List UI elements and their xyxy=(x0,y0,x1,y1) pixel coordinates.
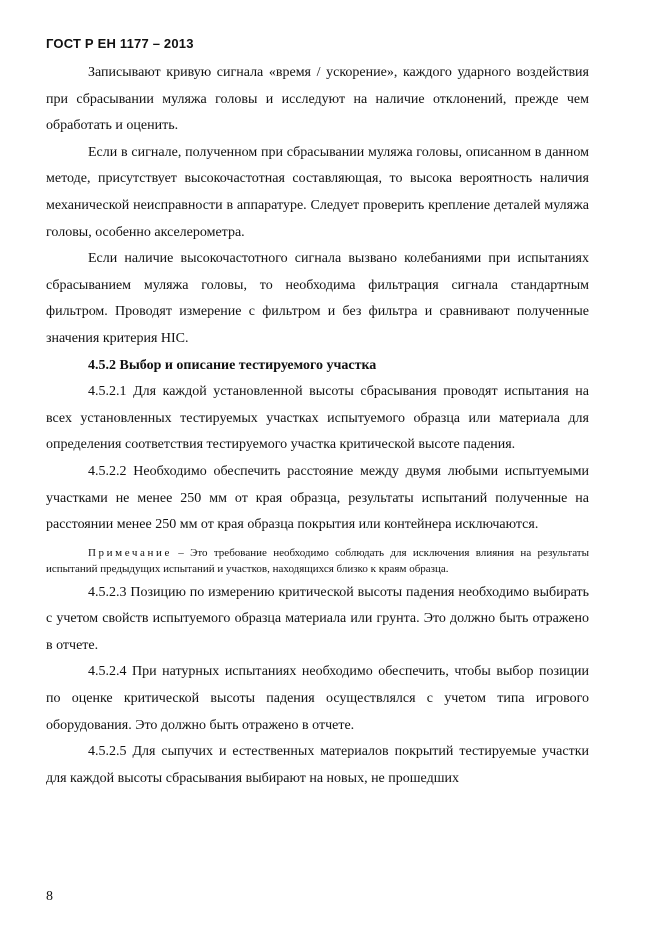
clause-4-5-2-1: 4.5.2.1 Для каждой установленной высоты сбрасывания проводят испытания на всех установленных тестируемых участках испытуемого образца или материала для определения соответствия тестируемого участка критической высоте падения. xyxy=(46,384,589,453)
clause-4-5-2-2: 4.5.2.2 Необходимо обеспечить расстояние между двумя любыми испытуемыми участками не менее 250 мм от края образца, результаты испытаний полученные на расстоянии менее 250 мм от края образца покрытия или контейнера исключаются. xyxy=(46,463,589,533)
clause-4-5-2-5: 4.5.2.5 Для сыпучих и естественных материалов покрытий тестируемые участки для каждой высоты сбрасывания выбирают на новых, не прошедших xyxy=(46,744,589,786)
standard-designation: ГОСТ Р ЕН 1177 – 2013 xyxy=(46,36,194,51)
page-number: 8 xyxy=(46,889,53,904)
paragraph-signal-curve: Записывают кривую сигнала «время / ускорение», каждого ударного воздействия при сбрасывании муляжа головы и исследуют на наличие отклонений, прежде чем обработать и оценить. xyxy=(46,65,589,134)
note xyxy=(46,545,589,578)
clause-4-5-2-3: 4.5.2.3 Позицию по измерению критической высоты падения необходимо выбирать с учетом свойств испытуемого образца материала или грунта. Это должно быть отражено в отчете. xyxy=(46,584,589,653)
note-text: – Это требование необходимо соблюдать для исключения влияния на результаты испытаний предыдущих испытаний и участков, находящихся близко к краям образца. xyxy=(46,546,589,576)
section-heading: 4.5.2 Выбор и описание тестируемого участка xyxy=(88,357,377,373)
clause-4-5-2-4: 4.5.2.4 При натурных испытаниях необходимо обеспечить, чтобы выбор позиции по оценке критической высоты падения осуществлялся с учетом типа игрового оборудования. Это должно быть отражено в отчете. xyxy=(46,664,589,733)
page-body xyxy=(46,60,589,792)
note-label: Примечание xyxy=(88,546,172,559)
paragraph-filtering: Если наличие высокочастотного сигнала вызвано колебаниями при испытаниях сбрасыванием муляжа головы, то необходима фильтрация сигнала стандартным фильтром. Проводят измерение с фильтром и без фильтра и сравнивают полученные значения критерия HIC. xyxy=(46,251,589,346)
paragraph-high-frequency: Если в сигнале, полученном при сбрасывании муляжа головы, описанном в данном методе, присутствует высокочастотная составляющая, то высока вероятность наличия механической неисправности в аппаратуре. Следует проверить крепление деталей муляжа головы, особенно акселерометра. xyxy=(46,144,589,240)
